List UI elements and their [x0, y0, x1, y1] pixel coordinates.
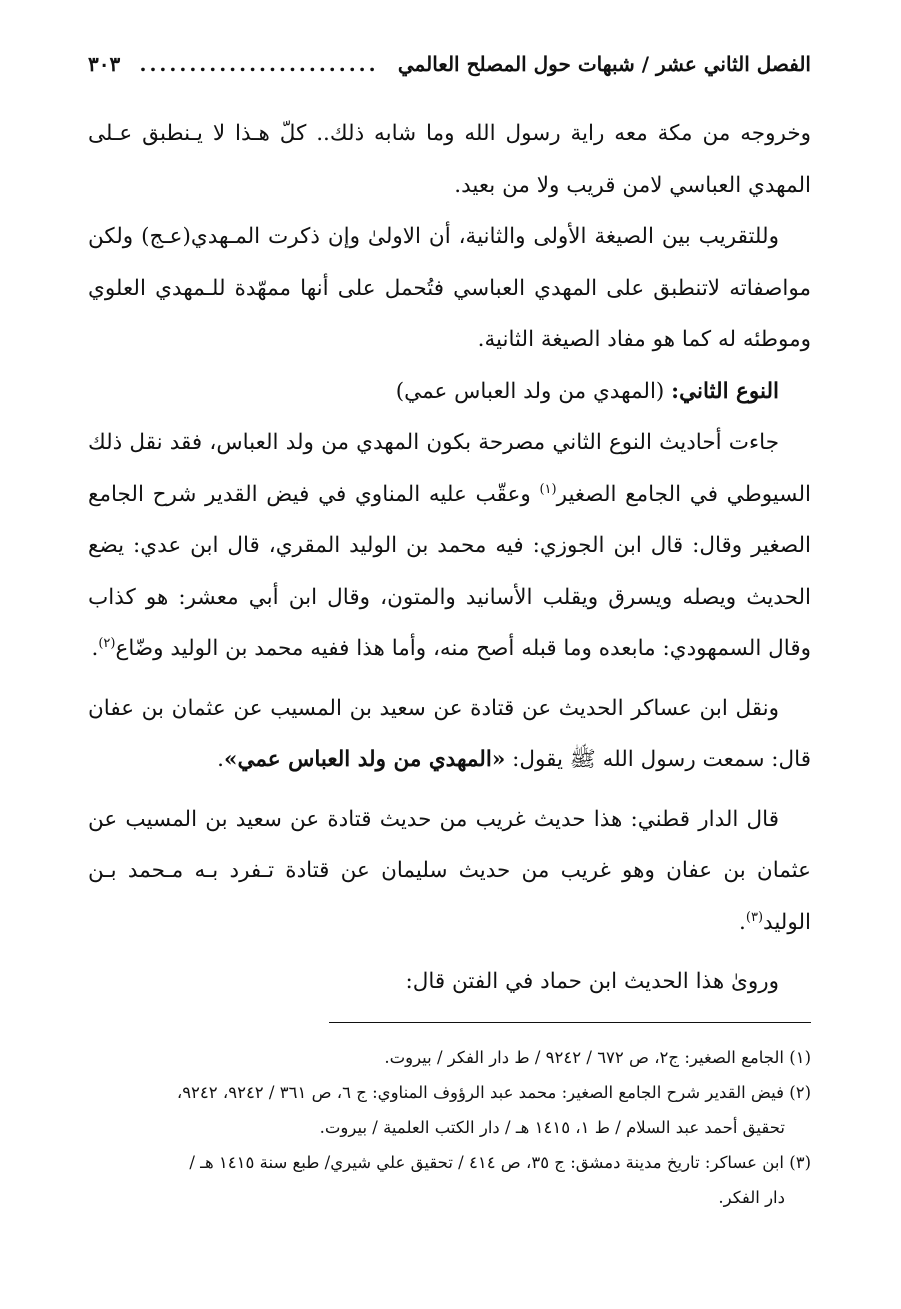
- running-header: [88, 52, 811, 88]
- footnotes: [88, 1040, 811, 1215]
- main-text: [88, 108, 811, 1008]
- header-dot-leader: ........................: [139, 52, 379, 76]
- chapter-title: الفصل الثاني عشر / شبهات حول المصلح العالمي: [397, 52, 811, 76]
- paragraph-text: جاءت أحاديث النوع الثاني مصرحة بكون المهدي من ولد العباس، فقد نقل ذلك السيوطي في الجامع الصغير: [88, 430, 811, 507]
- paragraph: وللتقريب بين الصيغة الأولى والثانية، أن الاولىٰ وإن ذكرت المـهدي(عـج) ولكن مواصفاته لاتنطبق على المهدي العباسي فتُحمل على أنها ممهّدة للـمهدي العلوي وموطئه له كما هو مفاد الصيغة الثانية.: [88, 224, 811, 352]
- footnote-ref-3: (٣): [745, 909, 764, 925]
- footnote-3: (٣) ابن عساكر: تاريخ مدينة دمشق: ج ٣٥، ص ٤١٤ / تحقيق علي شيري/ طبع سنة ١٤١٥ هـ /: [189, 1153, 811, 1172]
- section-label: النوع الثاني:: [671, 378, 779, 404]
- paragraph-text: قال الدار قطني: هذا حديث غريب من حديث قتادة عن سعيد بن المسيب عن عثمان بن عفان وهو غريب من حديث سليمان عن قتادة تـفرد بـه مـحمد بـن الوليد: [88, 806, 811, 935]
- footnote-ref-2: (٢): [98, 635, 116, 651]
- paragraph: وروىٰ هذا الحديث ابن حماد في الفتن قال:: [405, 969, 779, 994]
- paragraph: [88, 794, 811, 949]
- section-heading-paragraph: [88, 366, 811, 418]
- paragraph: [88, 683, 811, 786]
- paragraph-text: ونقل ابن عساكر الحديث عن قتادة عن سعيد بن المسيب عن عثمان بن عفان قال: سمعت رسول الله ﷺ يقول:: [88, 695, 811, 772]
- paragraph: وخروجه من مكة معه راية رسول الله وما شابه ذلك.. كلّ هـذا لا يـنطبق عـلى المهدي العباسي لامن قريب ولا من بعيد.: [88, 121, 811, 198]
- paragraph-text: .: [91, 636, 99, 661]
- section-title: (المهدي من ولد العباس عمي): [395, 378, 672, 404]
- paragraph-text: وعقّب عليه المناوي في فيض القدير شرح الجامع الصغير وقال: قال ابن الجوزي: فيه محمد بن الوليد المقري، قال ابن عدي: يضع الحديث ويصله ويسرق ويقلب الأسانيد والمتون، وقال ابن أبي معشر: هو كذاب وقال السمهودي: مابعده وما قبله أصح منه، وأما هذا ففيه محمد بن الوليد وضّاع: [88, 481, 811, 661]
- footnote-3-continuation: دار الفكر.: [718, 1188, 785, 1207]
- footnote-2-continuation: تحقيق أحمد عبد السلام / ط ١، ١٤١٥ هـ / دار الكتب العلمية / بيروت.: [319, 1118, 785, 1137]
- paragraph-text: .: [217, 747, 224, 772]
- footnote-ref-1: (١): [539, 481, 557, 497]
- footnote-1: (١) الجامع الصغير: ج٢، ص ٦٧٢ / ٩٢٤٢ / ط دار الفكر / بيروت.: [384, 1048, 811, 1067]
- footnote-2: (٢) فيض القدير شرح الجامع الصغير: محمد عبد الرؤوف المناوي: ج ٦، ص ٣٦١ / ٩٢٤٢، ٩٢٤٢،: [176, 1083, 811, 1102]
- paragraph: [88, 417, 811, 675]
- footnote-separator: [329, 1022, 811, 1023]
- hadith-quote: «المهدي من ولد العباس عمي»: [224, 747, 506, 772]
- paragraph-text: .: [739, 909, 746, 935]
- page-number: ٣٠٣: [88, 52, 121, 76]
